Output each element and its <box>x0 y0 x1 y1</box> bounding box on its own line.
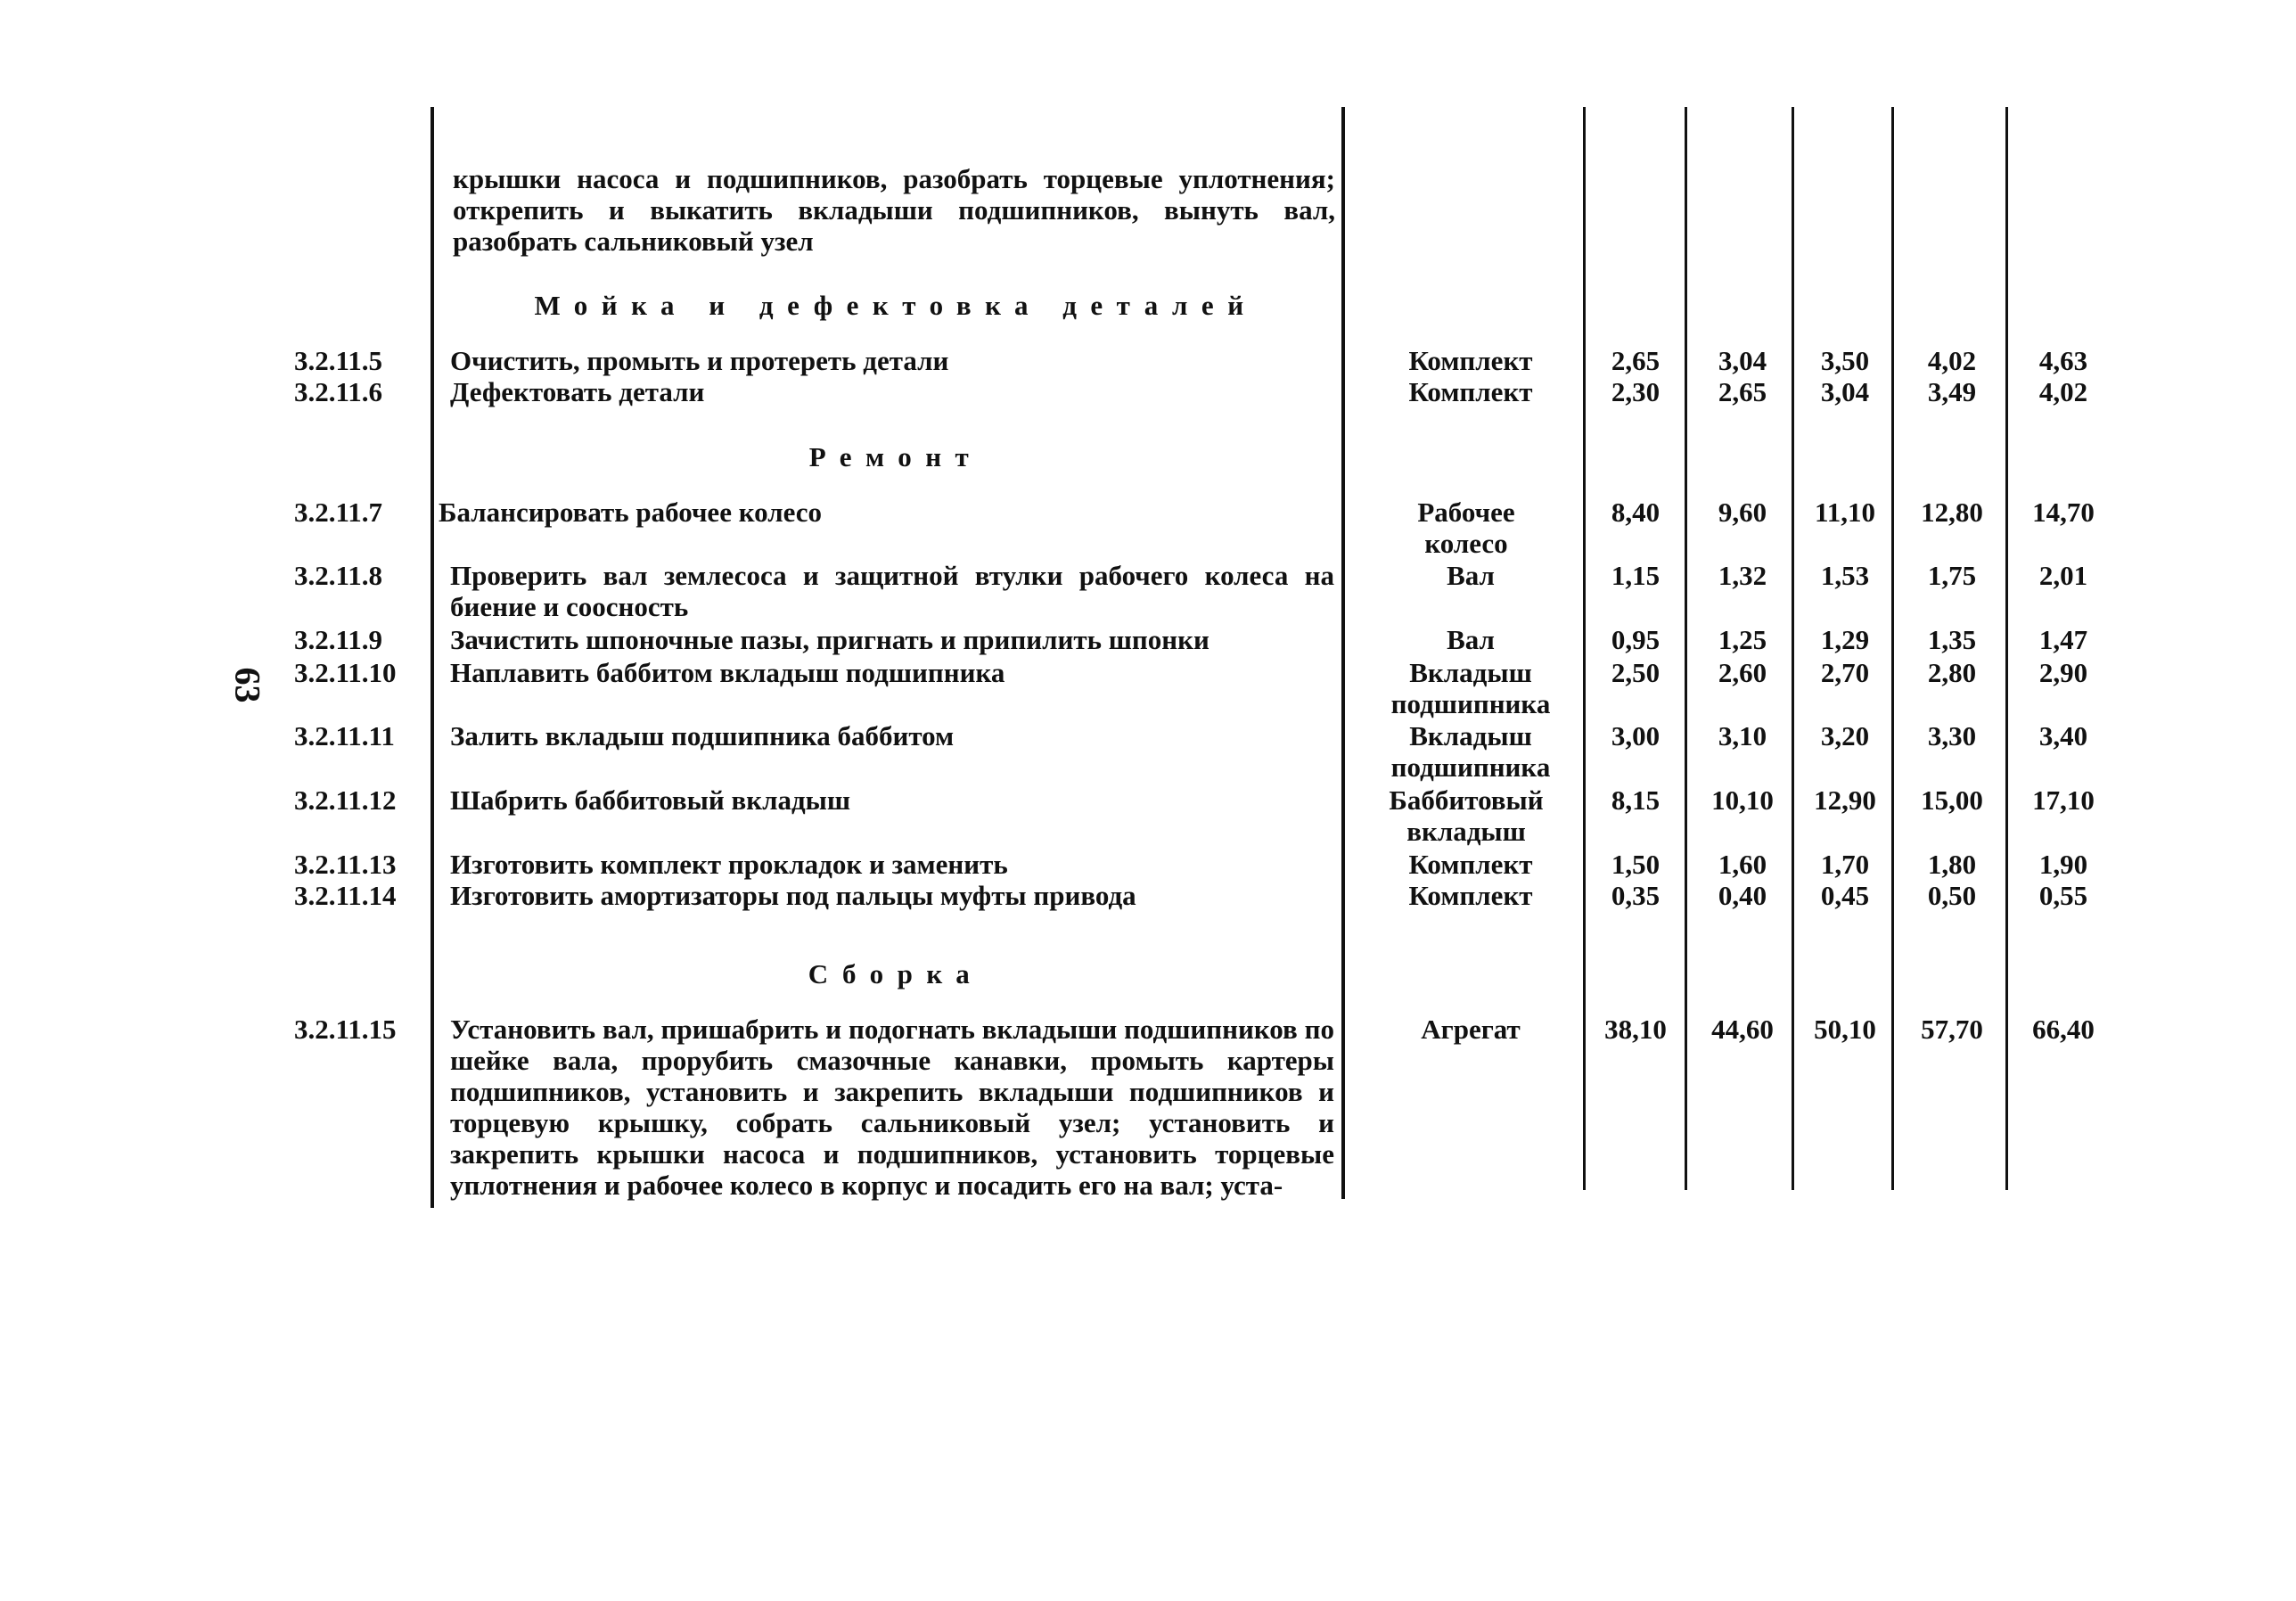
row-value-5: 4,63 <box>2038 345 2088 376</box>
row-value-1: 2,30 <box>1611 376 1660 407</box>
row-value-5: 1,90 <box>2038 849 2088 880</box>
row-value-2: 10,10 <box>1711 784 1774 816</box>
column-rule-v3-v4 <box>1891 107 1894 1190</box>
row-value-2: 0,40 <box>1718 880 1767 911</box>
row-code: 3.2.11.6 <box>294 376 383 407</box>
row-unit: Вкладыш подшипника <box>1390 657 1551 719</box>
row-description: Залить вкладыш подшипника баббитом <box>450 720 955 751</box>
row-value-2: 44,60 <box>1711 1014 1774 1045</box>
row-value-5: 0,55 <box>2038 880 2088 911</box>
row-description: Изготовить амортизаторы под пальцы муфты привода <box>450 880 1136 911</box>
row-value-3: 0,45 <box>1820 880 1870 911</box>
row-value-5: 3,40 <box>2038 720 2088 751</box>
row-value-1: 8,15 <box>1611 784 1660 816</box>
row-description: Шабрить баббитовый вкладыш <box>450 784 851 816</box>
row-unit: Комплект <box>1408 345 1533 376</box>
row-code: 3.2.11.14 <box>294 880 397 911</box>
column-rule-unit-v1 <box>1583 107 1586 1190</box>
row-value-4: 57,70 <box>1921 1014 1983 1045</box>
row-value-4: 4,02 <box>1927 345 1977 376</box>
row-code: 3.2.11.9 <box>294 624 383 655</box>
row-value-1: 38,10 <box>1604 1014 1667 1045</box>
column-rule-v4-v5 <box>2005 107 2008 1190</box>
row-value-4: 3,49 <box>1927 376 1977 407</box>
row-unit: Баббитовый вкладыш <box>1389 784 1544 847</box>
row-value-2: 1,60 <box>1718 849 1767 880</box>
row-value-3: 1,70 <box>1820 849 1870 880</box>
row-unit: Комплект <box>1408 376 1533 407</box>
row-unit: Агрегат <box>1421 1014 1521 1045</box>
row-description: Изготовить комплект прокладок и заменить <box>450 849 1008 880</box>
row-code: 3.2.11.15 <box>294 1014 397 1045</box>
row-value-5: 17,10 <box>2032 784 2095 816</box>
row-unit: Вал <box>1447 560 1495 591</box>
row-value-3: 11,10 <box>1814 497 1876 528</box>
row-value-3: 3,20 <box>1820 720 1870 751</box>
row-value-4: 15,00 <box>1921 784 1983 816</box>
column-rule-v2-v3 <box>1792 107 1794 1190</box>
row-value-5: 2,01 <box>2038 560 2088 591</box>
row-value-3: 1,53 <box>1820 560 1870 591</box>
row-code: 3.2.11.13 <box>294 849 397 880</box>
row-value-1: 2,65 <box>1611 345 1660 376</box>
row-unit: Комплект <box>1408 849 1533 880</box>
row-unit: Комплект <box>1408 880 1533 911</box>
row-value-4: 1,75 <box>1927 560 1977 591</box>
row-value-1: 0,35 <box>1611 880 1660 911</box>
row-value-2: 1,32 <box>1718 560 1767 591</box>
row-value-1: 1,50 <box>1611 849 1660 880</box>
row-value-1: 1,15 <box>1611 560 1660 591</box>
row-code: 3.2.11.7 <box>294 497 383 528</box>
section-heading-assembly: Сборка <box>808 958 984 989</box>
row-value-1: 0,95 <box>1611 624 1660 655</box>
row-description: Балансировать рабочее колесо <box>439 497 823 528</box>
row-value-1: 8,40 <box>1611 497 1660 528</box>
row-description: Проверить вал землесоса и защитной втулки рабочего колеса на биение и соосность <box>450 560 1334 622</box>
row-value-1: 2,50 <box>1611 657 1660 688</box>
row-value-2: 3,04 <box>1718 345 1767 376</box>
row-description: Наплавить баббитом вкладыш подшипника <box>450 657 1005 688</box>
row-value-5: 66,40 <box>2032 1014 2095 1045</box>
row-value-4: 12,80 <box>1921 497 1983 528</box>
row-description: Зачистить шпоночные пазы, пригнать и припилить шпонки <box>450 624 1210 655</box>
row-unit: Вкладыш подшипника <box>1390 720 1551 783</box>
row-value-2: 3,10 <box>1718 720 1767 751</box>
row-value-3: 12,90 <box>1814 784 1876 816</box>
row-value-2: 9,60 <box>1718 497 1767 528</box>
row-value-2: 1,25 <box>1718 624 1767 655</box>
row-code: 3.2.11.11 <box>294 720 395 751</box>
row-value-4: 0,50 <box>1927 880 1977 911</box>
row-value-3: 50,10 <box>1814 1014 1876 1045</box>
row-value-4: 1,80 <box>1927 849 1977 880</box>
row-value-2: 2,60 <box>1718 657 1767 688</box>
row-code: 3.2.11.8 <box>294 560 383 591</box>
row-value-5: 1,47 <box>2038 624 2088 655</box>
row-value-4: 3,30 <box>1927 720 1977 751</box>
row-value-4: 2,80 <box>1927 657 1977 688</box>
row-value-5: 2,90 <box>2038 657 2088 688</box>
section-heading-washing: Мойка и дефектовка деталей <box>534 290 1258 321</box>
row-value-1: 3,00 <box>1611 720 1660 751</box>
row-description: Очистить, промыть и протереть детали <box>450 345 949 376</box>
row-description: Дефектовать детали <box>450 376 705 407</box>
row-code: 3.2.11.12 <box>294 784 397 816</box>
row-unit: Вал <box>1447 624 1495 655</box>
continuation-text: крышки насоса и подшипников, разобрать торцевые уплотнения; открепить и выкатить вкладыши подшипников, вынуть вал, разобрать сальниковый узел <box>453 163 1335 257</box>
row-value-3: 1,29 <box>1820 624 1870 655</box>
row-value-2: 2,65 <box>1718 376 1767 407</box>
row-code: 3.2.11.5 <box>294 345 383 376</box>
row-value-5: 14,70 <box>2032 497 2095 528</box>
page-number: 63 <box>227 667 268 703</box>
row-value-3: 3,50 <box>1820 345 1870 376</box>
row-unit: Рабочее колесо <box>1417 497 1515 559</box>
row-value-5: 4,02 <box>2038 376 2088 407</box>
row-code: 3.2.11.10 <box>294 657 397 688</box>
column-rule-desc-unit <box>1341 107 1345 1199</box>
column-rule-code-desc <box>430 107 434 1208</box>
column-rule-v1-v2 <box>1685 107 1687 1190</box>
row-value-3: 3,04 <box>1820 376 1870 407</box>
row-description: Установить вал, пришабрить и подогнать вкладыши подшипников по шейке вала, прорубить смазочные канавки, промыть картеры подшипников, установить и закрепить вкладыши подшипников и торцевую крышку, собрать сальниковый узел; установить и закрепить крышки насоса и подшипников, установить торцевые уплотнения и рабочее колесо в корпус и посадить его на вал; уста- <box>450 1014 1334 1201</box>
section-heading-repair: Ремонт <box>808 441 983 472</box>
row-value-4: 1,35 <box>1927 624 1977 655</box>
row-value-3: 2,70 <box>1820 657 1870 688</box>
